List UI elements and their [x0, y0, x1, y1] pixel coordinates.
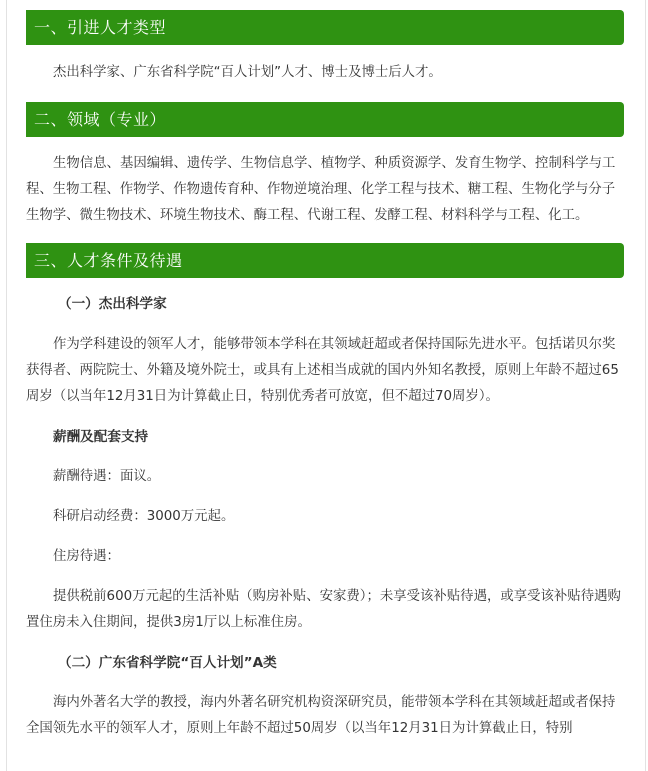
- right-border: [645, 0, 646, 771]
- section-header-talent-types: 一、引进人才类型: [26, 10, 624, 45]
- talent-types-text: 杰出科学家、广东省科学院“百人计划”人才、博士及博士后人才。: [53, 65, 442, 80]
- section-header-conditions: 三、人才条件及待遇: [26, 243, 624, 278]
- housing-label: 住房待遇：: [53, 549, 120, 564]
- fields-text: 生物信息、基因编辑、遗传学、生物信息学、植物学、种质资源学、发育生物学、控制科学与工程、生物工程、作物学、作物遗传育种、作物逆境治理、化学工程与技术、糖工程、生物化学与分子生物学、微生物技术、环境生物技术、酶工程、代谢工程、发酵工程、材料科学与工程、化工。: [26, 156, 616, 223]
- hundred-talents-description: 海内外著名大学的教授，海内外著名研究机构资深研究员，能带领本学科在其领域赶超或者保持全国领先水平的领军人才，原则上年龄不超过50周岁（以当年12月31日为计算截止日，特别: [26, 695, 616, 736]
- article-content: [26, 10, 624, 742]
- salary-line: 薪酬待遇：面议。: [53, 469, 161, 484]
- section-header-fields: 二、领域（专业）: [26, 102, 624, 137]
- funding-line: 科研启动经费：3000万元起。: [53, 509, 235, 524]
- subsection-title-scientist: （一）杰出科学家: [58, 296, 167, 312]
- support-heading: 薪酬及配套支持: [53, 429, 149, 445]
- subsection-title-hundred-talents: （二）广东省科学院“百人计划”A类: [58, 655, 277, 671]
- left-border: [6, 0, 7, 771]
- housing-detail: 提供税前600万元起的生活补贴（购房补贴、安家费）；未享受该补贴待遇，或享受该补贴待遇购置住房未入住期间，提供3房1厅以上标准住房。: [26, 589, 621, 630]
- scientist-description: 作为学科建设的领军人才，能够带领本学科在其领域赶超或者保持国际先进水平。包括诺贝尔奖获得者、两院院士、外籍及境外院士，或具有上述相当成就的国内外知名教授，原则上年龄不超过65周岁（以当年12月31日为计算截止日，特别优秀者可放宽，但不超过70周岁）。: [26, 337, 619, 404]
